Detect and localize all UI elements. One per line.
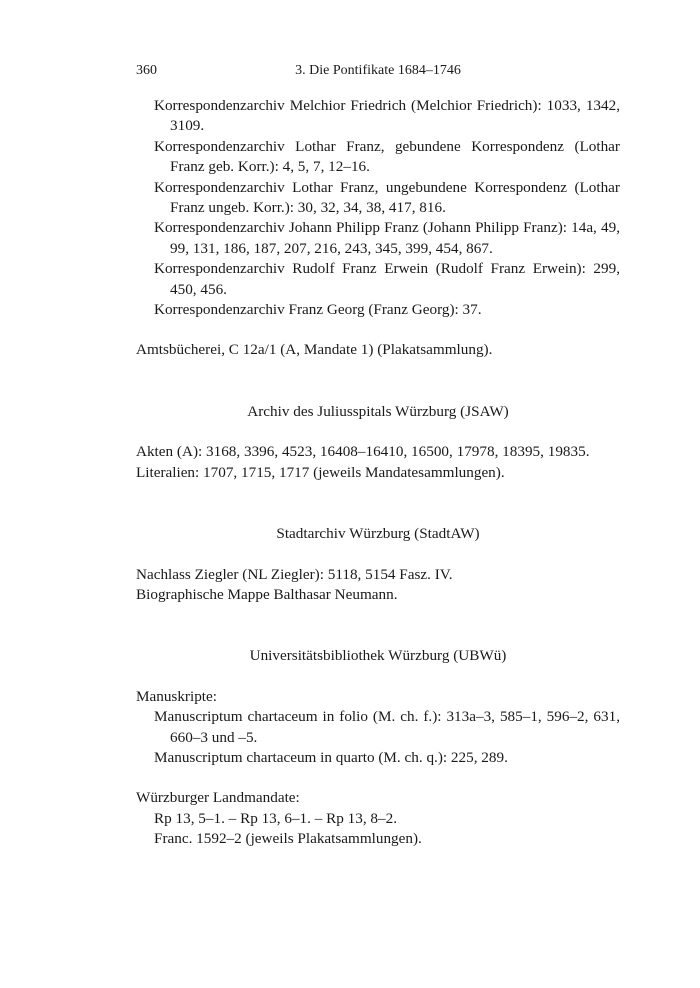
amtsbuecherei-entry: Amtsbücherei, C 12a/1 (A, Mandate 1) (Plakatsammlung). — [136, 341, 493, 359]
page-number: 360 — [136, 63, 157, 78]
archive-entry-rudolf-franz-erwein: Korrespondenzarchiv Rudolf Franz Erwein (Rudolf Franz Erwein): 299, 450, 456. — [154, 260, 620, 298]
running-title: 3. Die Pontifikate 1684–1746 — [295, 63, 461, 78]
section-heading-juliusspital: Archiv des Juliusspitals Würzburg (JSAW) — [247, 402, 509, 420]
stadtarchiv-mappe: Biographische Mappe Balthasar Neumann. — [136, 585, 398, 603]
section-heading-stadtarchiv: Stadtarchiv Würzburg (StadtAW) — [276, 525, 480, 543]
juliusspital-literalien: Literalien: 1707, 1715, 1717 (jeweils Mandatesammlungen). — [136, 463, 505, 481]
archive-entry-lothar-franz-gebunden: Korrespondenzarchiv Lothar Franz, gebundene Korrespondenz (Lothar Franz geb. Korr.): 4, 5, 7, 12–16. — [154, 137, 620, 176]
landmandate-rp-entry: Rp 13, 5–1. – Rp 13, 6–1. – Rp 13, 8–2. — [154, 809, 398, 827]
landmandate-franc-entry: Franc. 1592–2 (jeweils Plakatsammlungen). — [154, 830, 422, 848]
landmandate-label: Würzburger Landmandate: — [136, 789, 300, 807]
section-heading-universitaet: Universitätsbibliothek Würzburg (UBWü) — [249, 647, 507, 665]
manuskripte-label: Manuskripte: — [136, 687, 217, 705]
juliusspital-akten: Akten (A): 3168, 3396, 4523, 16408–16410, 16500, 17978, 18395, 19835. — [136, 443, 590, 461]
manuskript-folio-entry: Manuscriptum chartaceum in folio (M. ch. f.): 313a–3, 585–1, 596–2, 631, 660–3 und –5. — [154, 708, 620, 746]
archive-entry-franz-georg: Korrespondenzarchiv Franz Georg (Franz Georg): 37. — [154, 301, 482, 319]
page-content — [136, 96, 620, 850]
archive-entry-melchior-friedrich: Korrespondenzarchiv Melchior Friedrich (Melchior Friedrich): 1033, 1342, 3109. — [154, 97, 620, 135]
stadtarchiv-nachlass: Nachlass Ziegler (NL Ziegler): 5118, 5154 Fasz. IV. — [136, 565, 453, 583]
archive-entry-lothar-franz-ungebunden: Korrespondenzarchiv Lothar Franz, ungebundene Korrespondenz (Lothar Franz ungeb. Korr.): 30, 32, 34, 38, 417, 816. — [154, 178, 620, 217]
manuskript-quarto-entry: Manuscriptum chartaceum in quarto (M. ch. q.): 225, 289. — [154, 748, 508, 766]
archive-entry-johann-philipp-franz: Korrespondenzarchiv Johann Philipp Franz (Johann Philipp Franz): 14a, 49, 99, 131, 186, 187, 207, 216, 243, 345, 399, 454, 867. — [154, 219, 620, 257]
